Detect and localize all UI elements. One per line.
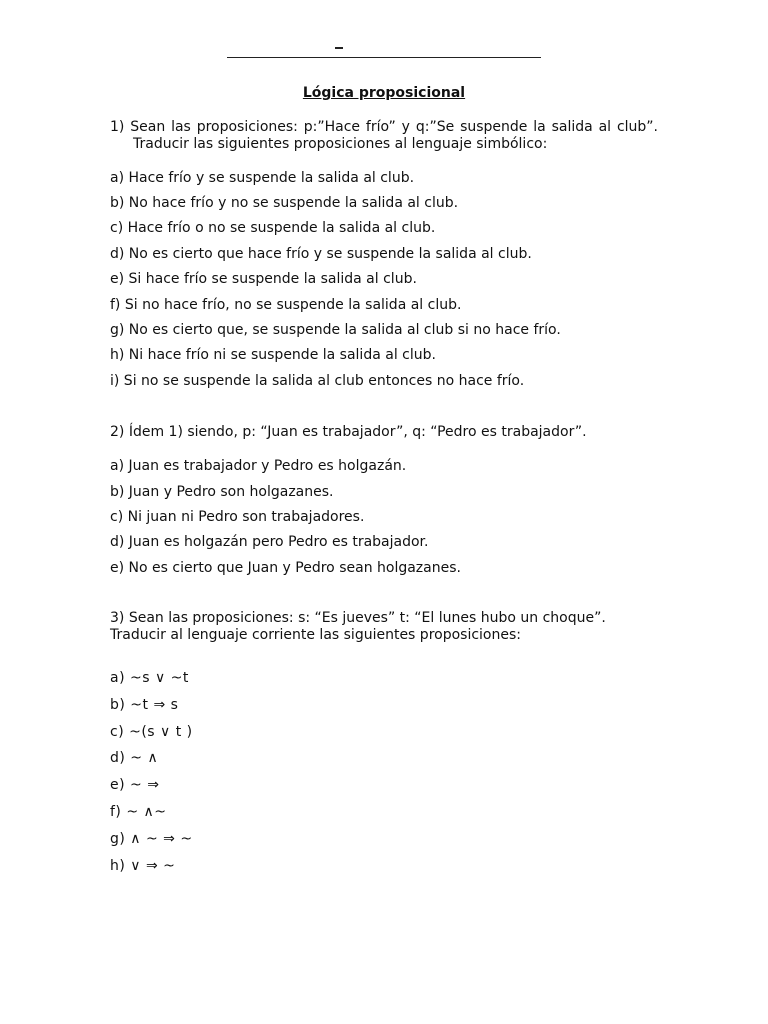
ex3-item: c) ~(s ∨ t ) (110, 724, 193, 740)
ex3-item: g) ∧ ~ ⇒ ~ (110, 831, 193, 847)
ex3-item: a) ~s ∨ ~t (110, 670, 189, 686)
ex1-instruction: Traducir las siguientes proposiciones al lenguaje simbólico: (133, 136, 548, 152)
ex3-item: e) ~ ⇒ (110, 777, 160, 793)
ex2-item: a) Juan es trabajador y Pedro es holgazán. (110, 458, 407, 474)
ex2-item: c) Ni juan ni Pedro son trabajadores. (110, 509, 365, 525)
ex1-item: a) Hace frío y se suspende la salida al club. (110, 170, 415, 186)
ex1-item: c) Hace frío o no se suspende la salida al club. (110, 220, 436, 236)
ex3-item: d) ~ ∧ (110, 750, 159, 766)
header-rule (227, 57, 541, 58)
ex1-item: b) No hace frío y no se suspende la salida al club. (110, 195, 459, 211)
ex1-item: i) Si no se suspende la salida al club entonces no hace frío. (110, 373, 525, 389)
ex2-item: b) Juan y Pedro son holgazanes. (110, 484, 334, 500)
ex3-statement: 3) Sean las proposiciones: s: “Es jueves” t: “El lunes hubo un choque”. (110, 610, 606, 626)
ex1-item: e) Si hace frío se suspende la salida al club. (110, 271, 417, 287)
ex1-item: d) No es cierto que hace frío y se suspende la salida al club. (110, 246, 532, 262)
ex2-item: d) Juan es holgazán pero Pedro es trabajador. (110, 534, 429, 550)
ex2-statement: 2) Ídem 1) siendo, p: “Juan es trabajador”, q: “Pedro es trabajador”. (110, 424, 587, 440)
ex3-item: h) ∨ ⇒ ~ (110, 858, 176, 874)
ex1-item: g) No es cierto que, se suspende la salida al club si no hace frío. (110, 322, 561, 338)
ex3-item: f) ~ ∧~ (110, 804, 167, 820)
page-title: Lógica proposicional (302, 85, 466, 101)
ex1-item: f) Si no hace frío, no se suspende la salida al club. (110, 297, 462, 313)
ex3-item: b) ~t ⇒ s (110, 697, 179, 713)
header-dash (335, 47, 343, 49)
ex2-item: e) No es cierto que Juan y Pedro sean holgazanes. (110, 560, 461, 576)
ex1-item: h) Ni hace frío ni se suspende la salida al club. (110, 347, 436, 363)
ex1-statement: 1) Sean las proposiciones: p:”Hace frío” y q:”Se suspende la salida al club”. (110, 119, 658, 135)
ex3-instruction: Traducir al lenguaje corriente las siguientes proposiciones: (110, 627, 521, 643)
